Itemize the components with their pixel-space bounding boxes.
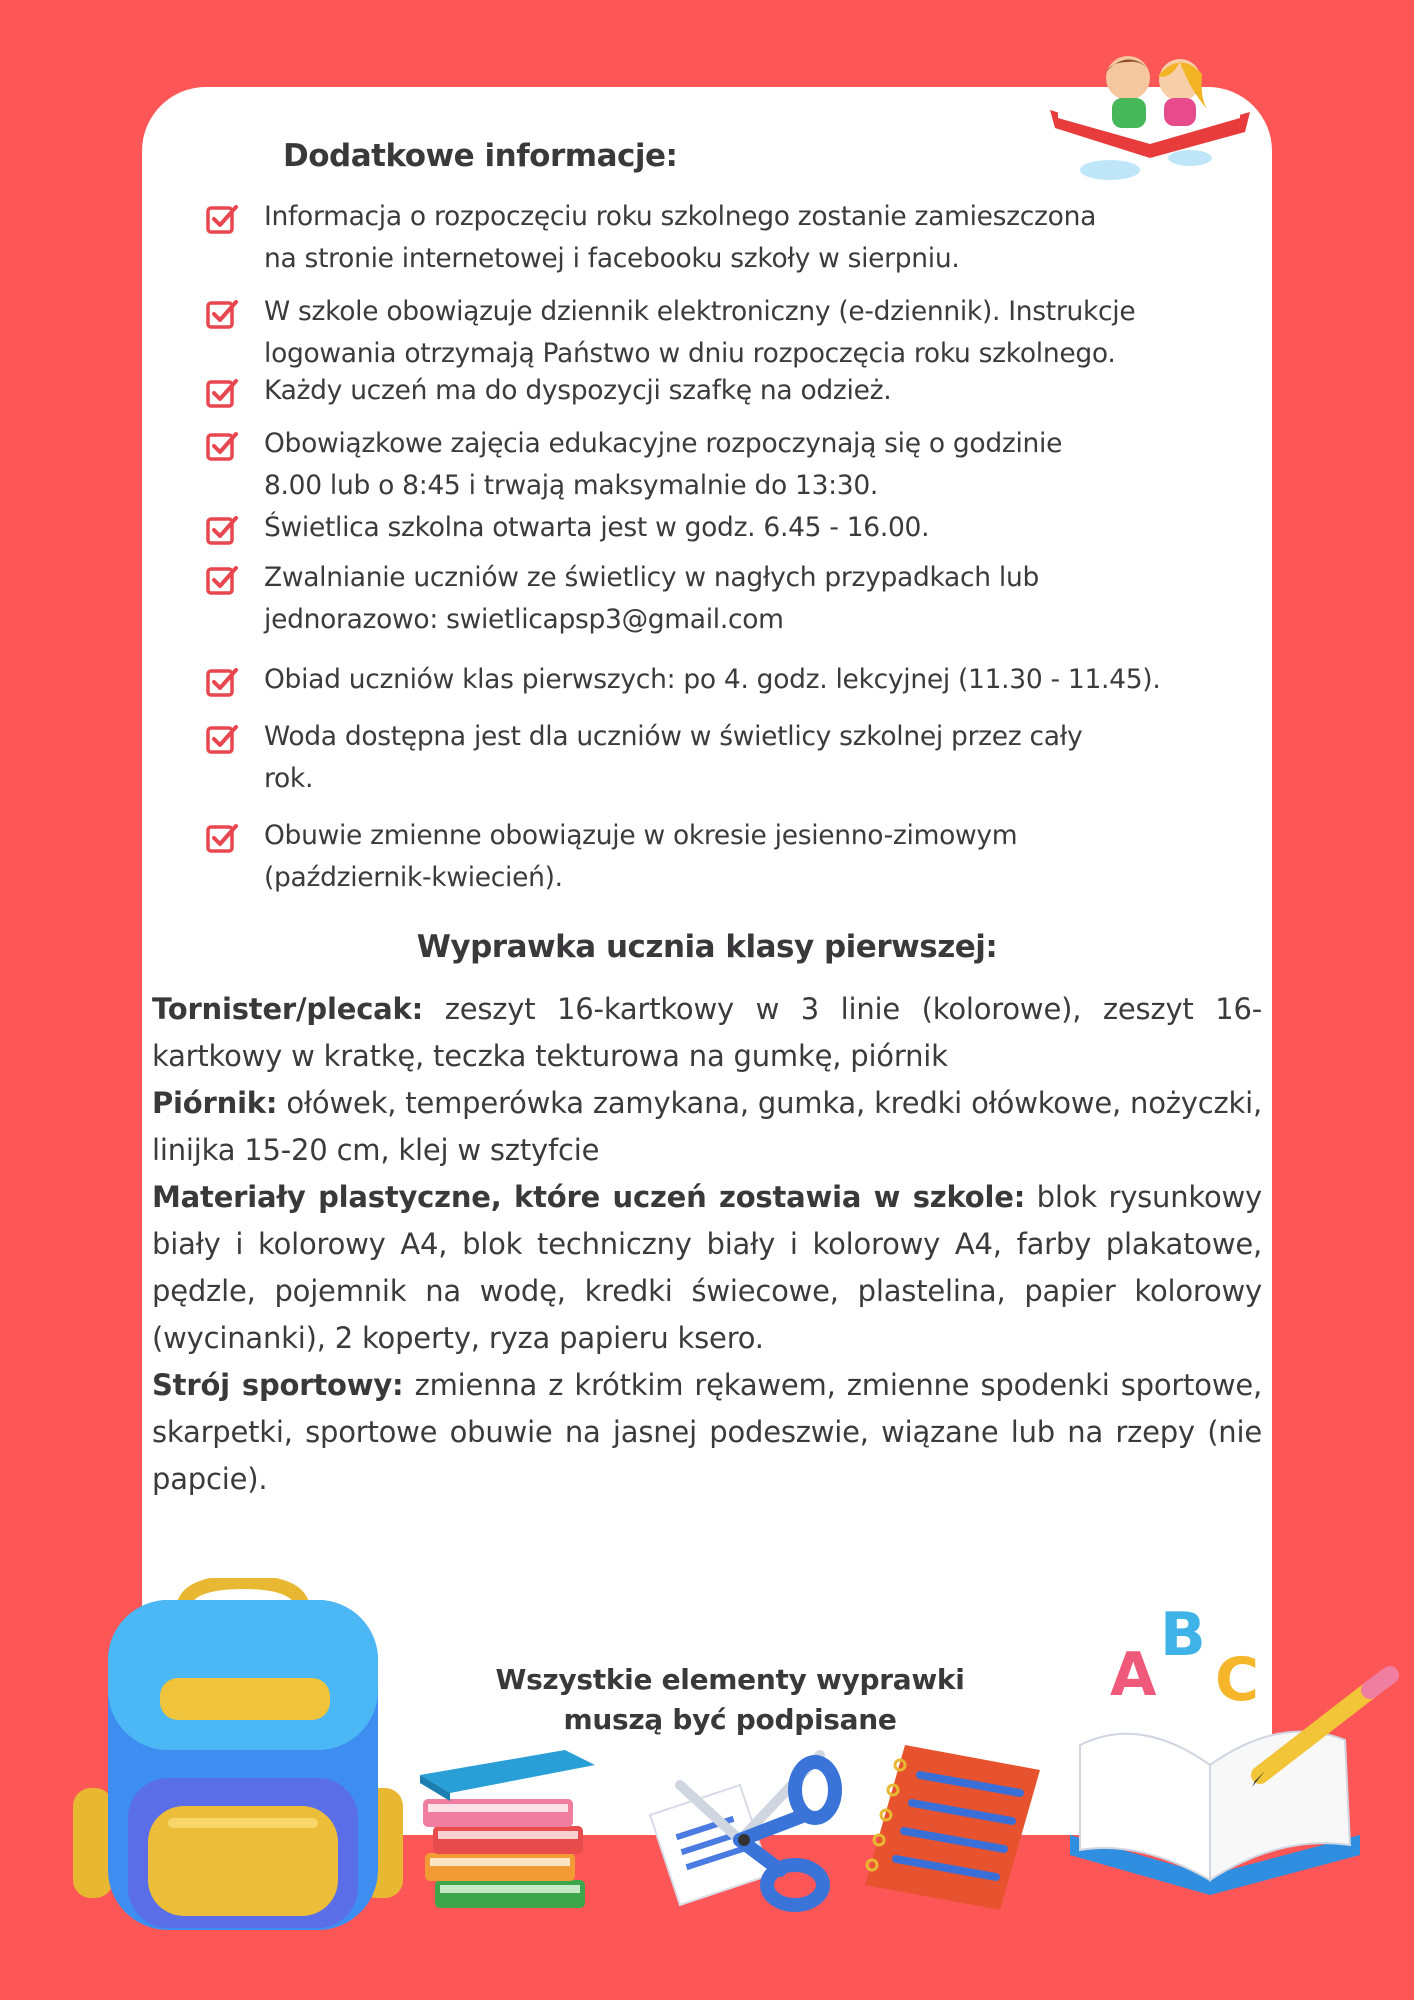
supplies-group-text: blok rysunkowy biały i kolorowy A4, blok techniczny biały i kolorowy A4, farby plakatowe, pędzle, pojemnik na wodę, kredki świecowe, plastelina, papier kolorowy (wycinanki), 2 koperty, ryza papieru ksero. [152, 1180, 1263, 1355]
info-item-text: Każdy uczeń ma do dyspozycji szafkę na odzież. [264, 375, 892, 406]
signing-note [460, 1660, 1000, 1740]
info-item-text: Obiad uczniów klas pierwszych: po 4. godz. lekcyjnej (11.30 - 11.45). [264, 664, 1161, 695]
abc-letter-a: A [1110, 1640, 1157, 1710]
supplies-group-label: Tornister/plecak: [152, 992, 424, 1026]
supplies-group [152, 1080, 1262, 1174]
info-item-text: W szkole obowiązuje dziennik elektroniczny (e-dziennik). Instrukcje logowania otrzymają Państwo w dniu rozpoczęcia roku szkolnego. [264, 296, 1136, 369]
supplies-list [152, 986, 1262, 1503]
additional-info-heading: Dodatkowe informacje: [283, 138, 678, 174]
info-item-text: Zwalnianie uczniów ze świetlicy w nagłych przypadkach lub jednorazowo: swietlicapsp3@gmail.com [264, 562, 1039, 635]
supplies-group-text: ołówek, temperówka zamykana, gumka, kredki ołówkowe, nożyczki, linijka 15-20 cm, klej w sztyfcie [152, 1086, 1262, 1167]
info-item-text: Obuwie zmienne obowiązuje w okresie jesienno-zimowym (październik-kwiecień). [264, 820, 1018, 893]
info-item-text: Obowiązkowe zajęcia edukacyjne rozpoczynają się o godzinie 8.00 lub o 8:45 i trwają maksymalnie do 13:30. [264, 428, 1063, 501]
info-item-text: Woda dostępna jest dla uczniów w świetlicy szkolnej przez cały rok. [264, 721, 1083, 794]
supplies-group-label: Piórnik: [152, 1086, 278, 1120]
abc-book-pencil-illustration [1060, 1595, 1400, 1930]
info-item-text: Informacja o rozpoczęciu roku szkolnego zostanie zamieszczona na stronie internetowej i facebooku szkoły w sierpniu. [264, 201, 1097, 274]
info-item-text: Świetlica szkolna otwarta jest w godz. 6.45 - 16.00. [264, 512, 930, 543]
supplies-group [152, 1362, 1262, 1503]
signing-note-line-2: muszą być podpisane [563, 1703, 897, 1736]
abc-letter-c: C [1215, 1645, 1260, 1715]
supplies-group [152, 986, 1262, 1080]
signing-note-line-1: Wszystkie elementy wyprawki [495, 1663, 965, 1696]
supplies-group [152, 1174, 1262, 1362]
backpack-illustration [68, 1578, 418, 1938]
supplies-group-label: Strój sportowy: [152, 1368, 404, 1402]
supplies-heading: Wyprawka ucznia klasy pierwszej: [416, 929, 998, 965]
supplies-group-text: zmienna z krótkim rękawem, zmienne spodenki sportowe, skarpetki, sportowe obuwie na jasnej podeszwie, wiązane lub na rzepy (nie papcie). [152, 1368, 1262, 1496]
scissors-and-paper-illustration [620, 1745, 860, 1925]
stack-of-books-illustration [415, 1745, 605, 1920]
abc-letter-b: B [1160, 1600, 1206, 1670]
kids-reading-book-illustration [1040, 40, 1270, 190]
supplies-group-label: Materiały plastyczne, które uczeń zostawia w szkole: [152, 1180, 1026, 1214]
notebook-illustration [860, 1735, 1050, 1915]
supplies-group-text: zeszyt 16-kartkowy w 3 linie (kolorowe), zeszyt 16-kartkowy w kratkę, teczka tekturowa na gumkę, piórnik [152, 992, 1262, 1073]
